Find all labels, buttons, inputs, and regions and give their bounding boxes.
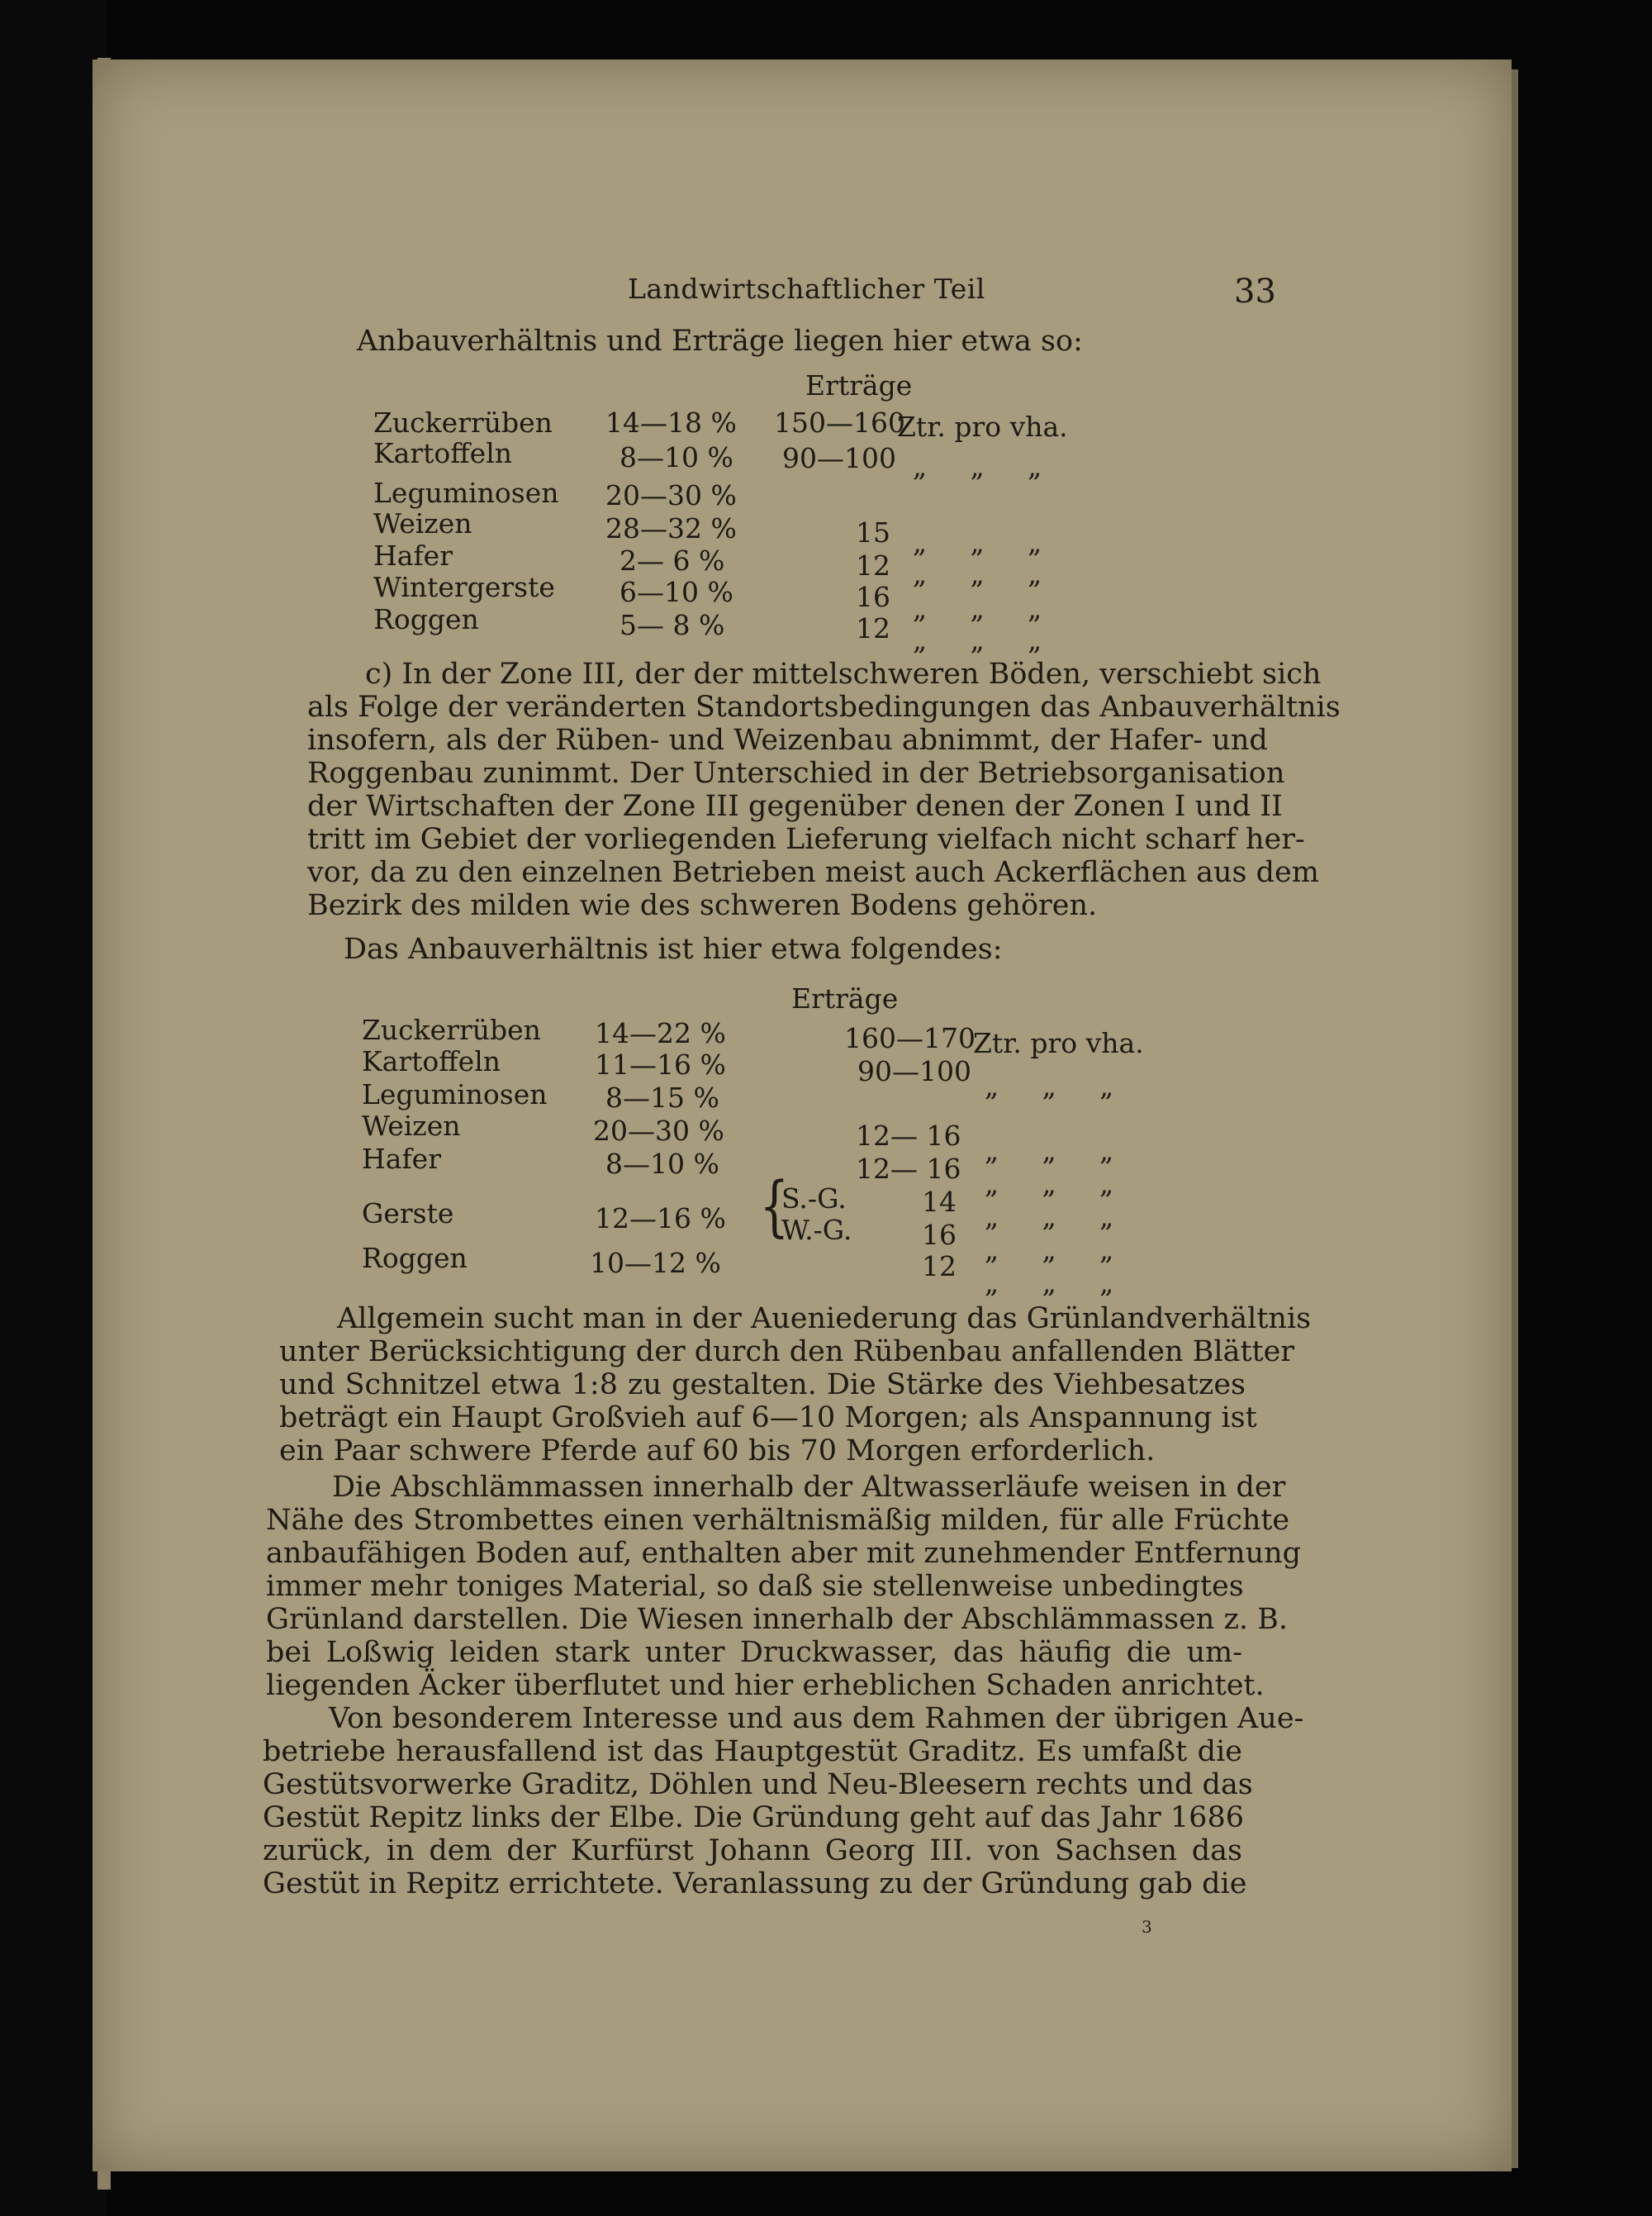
crop-name: Zuckerrüben: [362, 1014, 541, 1046]
text-line: Gestüt in Repitz errichtete. Veranlassung zu der Gründung gab die: [263, 1867, 1247, 1900]
crop-share: 2— 6 %: [620, 544, 725, 577]
text-line: zurück, in dem der Kurfürst Johann Georg III. von Sachsen das: [263, 1834, 1242, 1867]
crop-share: 12—16 %: [595, 1202, 726, 1234]
crop-yield: 90—100: [782, 442, 896, 474]
ditto-marks: „ „ „: [985, 1234, 1114, 1266]
crop-share: 11—16 %: [595, 1049, 726, 1081]
paragraph-zone-iii: [307, 658, 1341, 922]
text-line: und Schnitzel etwa 1:8 zu gestalten. Die Stärke des Viehbesatzes: [279, 1368, 1246, 1401]
ditto-marks: „ „ „: [913, 526, 1042, 559]
table2-intro: Das Anbauverhältnis ist hier etwa folgendes:: [344, 933, 1003, 966]
crop-name: Gerste: [362, 1197, 454, 1229]
crop-share: 10—12 %: [590, 1247, 721, 1279]
table1-yield-header: Erträge: [805, 369, 913, 402]
text-line: c) In der Zone III, der der mittelschweren Böden, verschiebt sich: [365, 658, 1322, 691]
text-line: Bezirk des milden wie des schweren Bodens gehören.: [307, 889, 1098, 922]
paragraph-abschlaemmassen: [266, 1471, 1302, 1702]
crop-name: Weizen: [373, 507, 472, 540]
text-line: immer mehr toniges Material, so daß sie stellenweise unbedingtes: [266, 1570, 1244, 1603]
crop-name: Kartoffeln: [362, 1045, 501, 1077]
text-line: Roggenbau zunimmt. Der Unterschied in der Betriebsorganisation: [307, 757, 1285, 790]
text-line: liegenden Äcker überflutet und hier erheblichen Schaden anrichtet.: [266, 1669, 1265, 1702]
running-title: Landwirtschaftlicher Teil: [628, 273, 985, 305]
crop-name: Wintergerste: [373, 571, 555, 603]
text-line: Die Abschlämmassen innerhalb der Altwasserläufe weisen in der: [332, 1471, 1286, 1504]
crop-yield: 160—170: [844, 1022, 976, 1054]
yield-unit: Ztr. pro vha.: [897, 411, 1068, 443]
ditto-marks: „ „ „: [913, 624, 1042, 656]
crop-name: Roggen: [373, 603, 479, 635]
text-line: ein Paar schwere Pferde auf 60 bis 70 Morgen erforderlich.: [279, 1434, 1156, 1467]
table1-intro: Anbauverhältnis und Erträge liegen hier etwa so:: [357, 325, 1083, 358]
ditto-marks: „ „ „: [913, 592, 1042, 625]
crop-name: Hafer: [373, 540, 453, 572]
crop-share: 14—22 %: [595, 1017, 726, 1049]
crop-yield: 12: [856, 612, 890, 644]
crop-yield: 12: [856, 549, 890, 582]
text-line: Von besonderem Interesse und aus dem Rahmen der übrigen Aue-: [329, 1702, 1304, 1735]
ditto-marks: „ „ „: [985, 1201, 1114, 1233]
crop-share: 28—32 %: [605, 512, 737, 544]
text-line: tritt im Gebiet der vorliegenden Lieferung vielfach nicht scharf her-: [307, 823, 1305, 856]
crop-yield: 14: [922, 1186, 957, 1218]
text-line: vor, da zu den einzelnen Betrieben meist auch Ackerflächen aus dem: [307, 856, 1319, 889]
crop-share: 8—15 %: [605, 1082, 719, 1114]
crop-yield: 12: [922, 1250, 957, 1282]
crop-yield: 16: [856, 581, 890, 613]
text-line: Gestütsvorwerke Graditz, Döhlen und Neu-Bleesern rechts und das: [263, 1768, 1253, 1801]
crop-share: 8—10 %: [605, 1148, 719, 1180]
text-line: anbaufähigen Boden auf, enthalten aber mit zunehmender Entfernung: [266, 1537, 1302, 1570]
table2-yield-header: Erträge: [791, 982, 899, 1015]
ditto-marks: „ „ „: [985, 1267, 1114, 1299]
crop-name: Hafer: [362, 1143, 441, 1175]
text-line: Allgemein sucht man in der Aueniederung das Grünlandverhältnis: [337, 1302, 1312, 1335]
crop-yield: 12— 16: [856, 1120, 961, 1152]
text-line: Nähe des Strombettes einen verhältnismäßig milden, für alle Früchte: [266, 1504, 1290, 1537]
crop-share: 5— 8 %: [620, 609, 725, 641]
ditto-marks: „ „ „: [985, 1134, 1114, 1167]
text-line: bei Loßwig leiden stark unter Druckwasser, das häufig die um-: [266, 1636, 1242, 1669]
text-line: beträgt ein Haupt Großvieh auf 6—10 Morgen; als Anspannung ist: [279, 1401, 1257, 1434]
text-line: insofern, als der Rüben- und Weizenbau abnimmt, der Hafer- und: [307, 724, 1268, 757]
crop-share: 6—10 %: [620, 576, 733, 608]
crop-yield: 90—100: [857, 1055, 971, 1087]
text-line: Gestüt Repitz links der Elbe. Die Gründung geht auf das Jahr 1686: [263, 1801, 1244, 1834]
ditto-marks: „ „ „: [985, 1070, 1114, 1102]
crop-yield: 12— 16: [856, 1153, 961, 1185]
page-number: 33: [1234, 273, 1276, 311]
crop-name: Leguminosen: [362, 1078, 548, 1110]
barley-type: S.-G.: [781, 1182, 847, 1215]
crop-name: Kartoffeln: [373, 437, 513, 469]
barley-type: W.-G.: [781, 1214, 852, 1246]
text-line: betriebe herausfallend ist das Hauptgestüt Graditz. Es umfaßt die: [263, 1735, 1242, 1768]
crop-name: Roggen: [362, 1242, 468, 1274]
brace-icon: {: [759, 1167, 790, 1244]
crop-share: 14—18 %: [605, 407, 737, 439]
crop-yield: 150—160: [774, 407, 905, 439]
crop-name: Leguminosen: [373, 477, 559, 509]
ditto-marks: „ „ „: [985, 1167, 1114, 1200]
crop-name: Zuckerrüben: [373, 407, 553, 439]
ditto-marks: „ „ „: [913, 558, 1042, 590]
crop-yield: 16: [922, 1219, 957, 1251]
yield-unit: Ztr. pro vha.: [973, 1027, 1144, 1059]
ditto-marks: „ „ „: [913, 450, 1042, 483]
crop-yield: 15: [856, 516, 890, 549]
text-line: der Wirtschaften der Zone III gegenüber denen der Zonen I und II: [307, 790, 1283, 823]
crop-name: Weizen: [362, 1110, 461, 1142]
text-line: unter Berücksichtigung der durch den Rübenbau anfallenden Blätter: [279, 1335, 1295, 1368]
signature-mark: 3: [1142, 1917, 1152, 1937]
text-line: Grünland darstellen. Die Wiesen innerhalb der Abschlämmassen z. B.: [266, 1603, 1288, 1636]
paragraph-allgemein: [279, 1302, 1312, 1467]
scan-border: [0, 0, 107, 2216]
paragraph-gestuet: [263, 1702, 1304, 1900]
text-line: als Folge der veränderten Standortsbedingungen das Anbauverhältnis: [307, 691, 1341, 724]
page-edge: [1512, 69, 1518, 2168]
crop-share: 20—30 %: [593, 1115, 724, 1147]
crop-share: 8—10 %: [620, 441, 733, 473]
crop-share: 20—30 %: [605, 479, 737, 511]
